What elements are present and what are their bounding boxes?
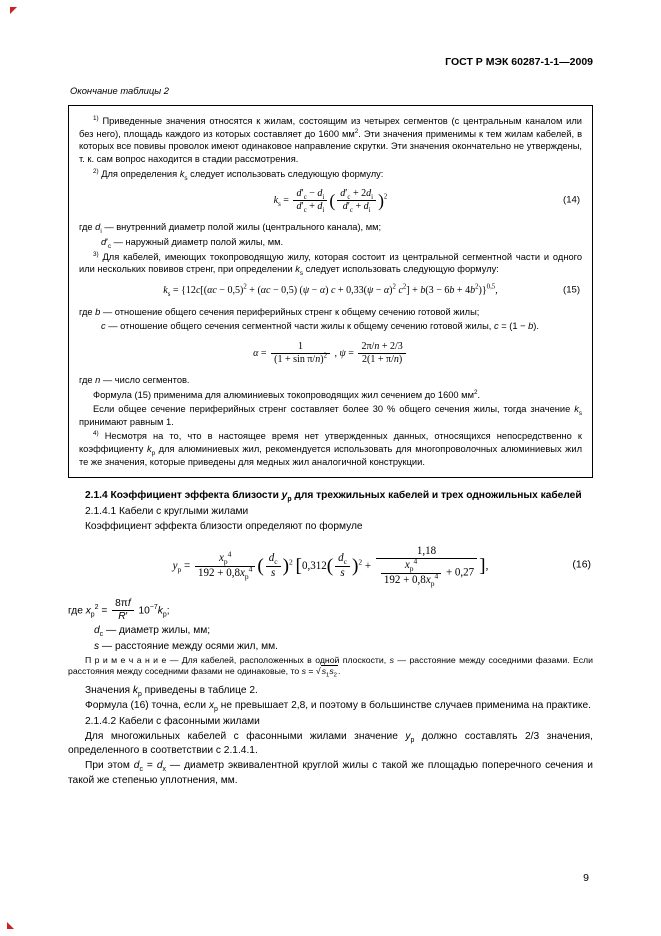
footnote-3: $^{3)}$ Для кабелей, имеющих токопроводящую жилу, которая состоит из центральной сегментной части и одного или нескольких повивов стренг, при определении $k_s$ следует использовать следующую формулу: <box>79 250 582 278</box>
doc-code-header: ГОСТ Р МЭК 60287-1-1—2009 <box>445 56 593 68</box>
formula-16 <box>68 545 593 587</box>
formula-14-where-dc: $d'_c$ — наружный диаметр полой жилы, мм. <box>101 236 284 250</box>
footnote-1: $^{1)}$ Приведенные значения относятся к жилам, состоящим из четырех сегментов (с центральным каналом или без него), площадь каждого из которых составляет до 1600 $мм^2$. Эти значения применимы к тем жилам кабелей, в которых все повивы проволок имеют одинаковое направление скрутки. Эти значения окончательно не утверждены, т. к. сам вопрос находится в стадии рассмотрения. <box>79 114 583 164</box>
formula-alpha-psi <box>79 341 582 366</box>
table-footnotes-box <box>68 105 593 478</box>
page-number: 9 <box>583 872 589 884</box>
note-paragraph: П р и м е ч а н и е — Для кабелей, расположенных в одной плоскости, s — расстояние между соседними фазами. Если расстояния между соседними фазами не одинаковые, то $s = √s_1s_2$. <box>68 654 593 680</box>
heading-2-1-4-1: 2.1.4.1 Кабели с круглыми жилами <box>85 505 249 517</box>
formula-15 <box>79 284 582 298</box>
formula-16-where-dc: $d_c$ — диаметр жилы, мм; <box>94 625 211 639</box>
paragraph-formula-16-accuracy: Формула (16) точна, если $x_p$ не превышает 2,8, и поэтому в большинстве случаев применима на практике. <box>85 700 592 714</box>
formula-14 <box>79 188 582 213</box>
footnote-2: $^{2)}$ Для определения $k_s$ следует использовать следующую формулу: <box>93 167 384 182</box>
formula-15-number: (15) <box>563 284 580 296</box>
heading-2-1-4-2: 2.1.4.2 Кабели с фасонными жилами <box>85 715 260 727</box>
formula-15-where-b: где b — отношение общего сечения периферийных стренг к общему сечению готовой жилы; <box>79 306 480 317</box>
formula-16-where-s: s — расстояние между осями жил, мм. <box>94 640 278 652</box>
heading-2-1-4: 2.1.4 Коэффициент эффекта близости $y_p$ для трехжильных кабелей и трех одножильных кабелей <box>85 490 582 504</box>
section-2-1-4 <box>68 489 593 788</box>
paragraph-kp-table: Значения $k_p$ приведены в таблице 2. <box>85 685 258 699</box>
paragraph-intro-formula-16: Коэффициент эффекта близости определяют по формуле <box>85 520 363 532</box>
formula-16-where-xp: где $x_p^2$ = $\frac{8\pi f}{R'}$ $10^{-7}k_p$; <box>68 597 170 623</box>
table-end-caption: Окончание таблицы 2 <box>70 85 169 96</box>
formula-15-where-c: с — отношение общего сечения сегментной части жилы к общему сечению готовой жилы, с = (1 − b). <box>101 321 539 332</box>
footnote-3-para-applicability: Формула (15) применима для алюминиевых токопроводящих жил сечением до 1600 $мм^2$. <box>93 388 481 400</box>
paragraph-shaped-conductors: Для многожильных кабелей с фасонными жилами значение $y_p$ должно составлять 2/3 значения, определенного в соответствии с 2.1.4.1. <box>68 730 593 757</box>
formula-14-expression: $k_s$ = $\frac{d'_c - d_i}{d'_c + d_i}$ ( $\frac{d'_c + 2d_i}{d'_c + d_i}$ )$^2$ <box>273 188 388 215</box>
formula-16-expression: $y_p$ = $\frac{x_p^4}{192 + 0,8x_p^4}$ ( $\frac{d_c}{s}$ )$^2$ [0,312( $\frac{d_c}{s}$ )$^2$ + 1,18 $\frac{x_p^4}{192 + 0,8x_p^4}$ + 0,27 ], <box>172 545 489 588</box>
footnote-3-para-limit: Если общее сечение периферийных стренг составляет более 30 % общего сечения жилы, тогда значение $k_s$ принимают равным 1. <box>79 404 582 427</box>
formula-16-number: (16) <box>572 559 591 571</box>
registration-mark-icon <box>10 7 17 14</box>
formula-14-number: (14) <box>563 194 580 206</box>
formula-15-expression: $k_s = \{12с[(\alpha c - 0,5)^2 + (\alpha c - 0,5) (\psi - \alpha) c + 0,33(\psi - \alpha)^2$ $c^2] + b(3 - 6b + 4b^2)\}^{0,5}$, <box>163 283 498 298</box>
paragraph-equivalent-diameter: При этом $d_c = d_x$ — диаметр эквивалентной круглой жилы с такой же площадью поперечного сечения и такой же степенью уплотнения, мм. <box>68 760 593 786</box>
formula-alpha-psi-expression: α = $\frac{1}{(1 + \sin \pi/n)^2}$ , ψ = $\frac{2\pi/n + 2/3}{2(1 + \pi/n)}$ <box>253 348 408 359</box>
footnote-4: $^{4)}$ Несмотря на то, что в настоящее время нет утвержденных данных, относящихся непосредственно к коэффициенту $k_p$ для алюминиевых жил, рекомендуется использовать для многопроволочных алюминиевых жил те же значения, которые приведены для медных жил аналогичной конструкции. <box>79 430 582 467</box>
registration-mark-icon <box>7 922 14 929</box>
formula-14-where-di: где $d_i$ — внутренний диаметр полой жилы (центрального канала), мм; <box>79 222 382 236</box>
formula-alpha-where-n: где n — число сегментов. <box>79 374 190 385</box>
